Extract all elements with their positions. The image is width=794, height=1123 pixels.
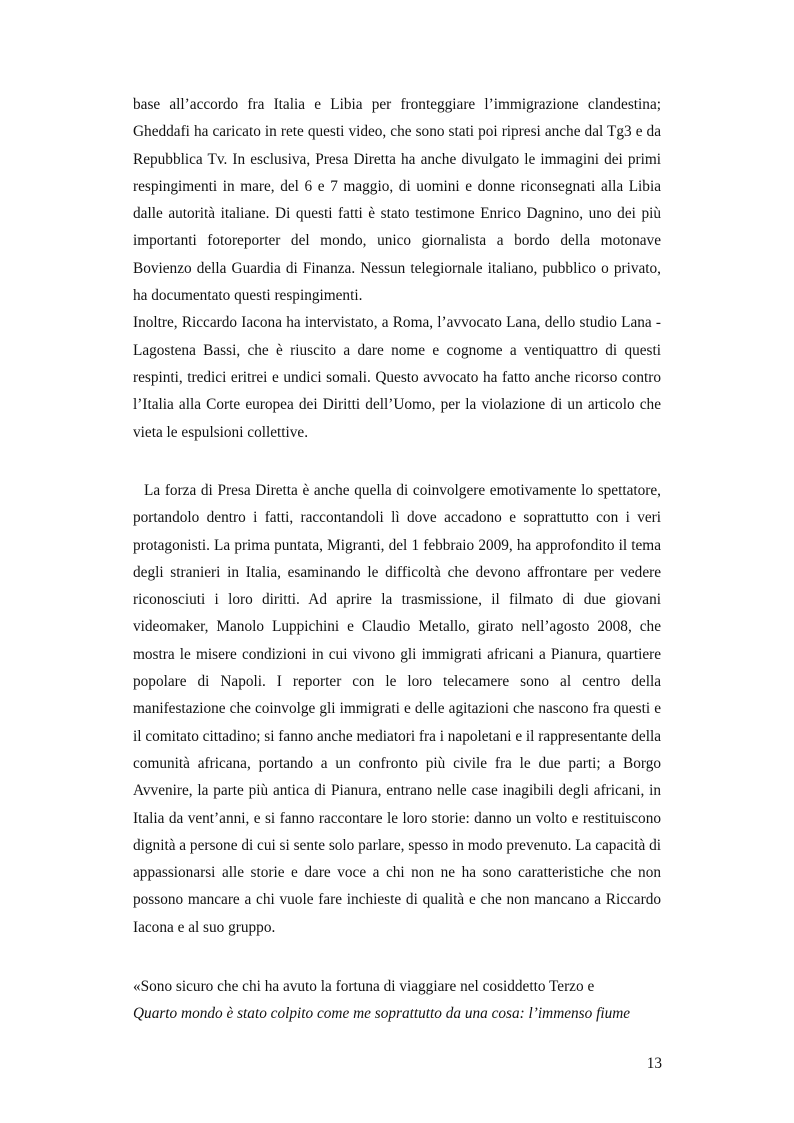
page-number: 13 xyxy=(646,1055,662,1072)
quote-line-1: «Sono sicuro che chi ha avuto la fortuna di viaggiare nel cosiddetto Terzo e xyxy=(133,978,595,995)
paragraph-avvocato-lana: Inoltre, Riccardo Iacona ha intervistato, a Roma, l’avvocato Lana, dello studio Lana - Lagostena Bassi, che è riuscito a dare nome e cognome a ventiquattro di questi respinti, tredici eritrei e undici somali. Questo avvocato ha fatto anche ricorso contro l’Italia alla Corte europea dei Diritti dell’Uomo, per la violazione di un articolo che vieta le espulsioni collettive. xyxy=(133,314,661,441)
paragraph-forza-presa-diretta: La forza di Presa Diretta è anche quella di coinvolgere emotivamente lo spettatore, portandolo dentro i fatti, raccontandoli lì dove accadono e soprattutto con i veri protagonisti. La prima puntata, Migranti, del 1 febbraio 2009, ha approfondito il tema degli stranieri in Italia, esaminando le difficoltà che devono affrontare per vedere riconosciuti i loro diritti. Ad aprire la trasmissione, il filmato di due giovani videomaker, Manolo Luppichini e Claudio Metallo, girato nell’agosto 2008, che mostra le misere condizioni in cui vivono gli immigrati africani a Pianura, quartiere popolare di Napoli. I reporter con le loro telecamere sono al centro della manifestazione che coinvolge gli immigrati e delle agitazioni che nascono fra questi e il comitato cittadino; si fanno anche mediatori fra i napoletani e il rappresentante della comunità africana, portando a un confronto più civile fra le due parti; a Borgo Avvenire, la parte più antica di Pianura, entrano nelle case inagibili degli africani, in Italia da vent’anni, e si fanno raccontare le loro storie: danno un volto e restituiscono dignità a persone di cui si sente solo parlare, spesso in modo prevenuto. La capacità di appassionarsi alle storie e dare voce a chi non ne ha sono caratteristiche che non possono mancare a chi vuole fare inchieste di qualità e che non mancano a Riccardo Iacona e al suo gruppo. xyxy=(133,482,662,936)
text-section-2 xyxy=(133,477,661,941)
quote-line-2: Quarto mondo è stato colpito come me soprattutto da una cosa: l’immenso fiume xyxy=(133,1005,631,1023)
paragraph-respingimenti: base all’accordo fra Italia e Libia per fronteggiare l’immigrazione clandestina; Gheddafi ha caricato in rete questi video, che sono stati poi ripresi anche dal Tg3 e da Repubblica Tv. In esclusiva, Presa Diretta ha anche divulgato le immagini dei primi respingimenti in mare, del 6 e 7 maggio, di uomini e donne riconsegnati alla Libia dalle autorità italiane. Di questi fatti è stato testimone Enrico Dagnino, uno dei più importanti fotoreporter del mondo, unico giornalista a bordo della motonave Bovienzo della Guardia di Finanza. Nessun telegiornale italiano, pubblico o privato, ha documentato questi respingimenti. xyxy=(133,96,661,305)
text-section-1 xyxy=(133,91,661,446)
quote-section xyxy=(133,973,661,1028)
